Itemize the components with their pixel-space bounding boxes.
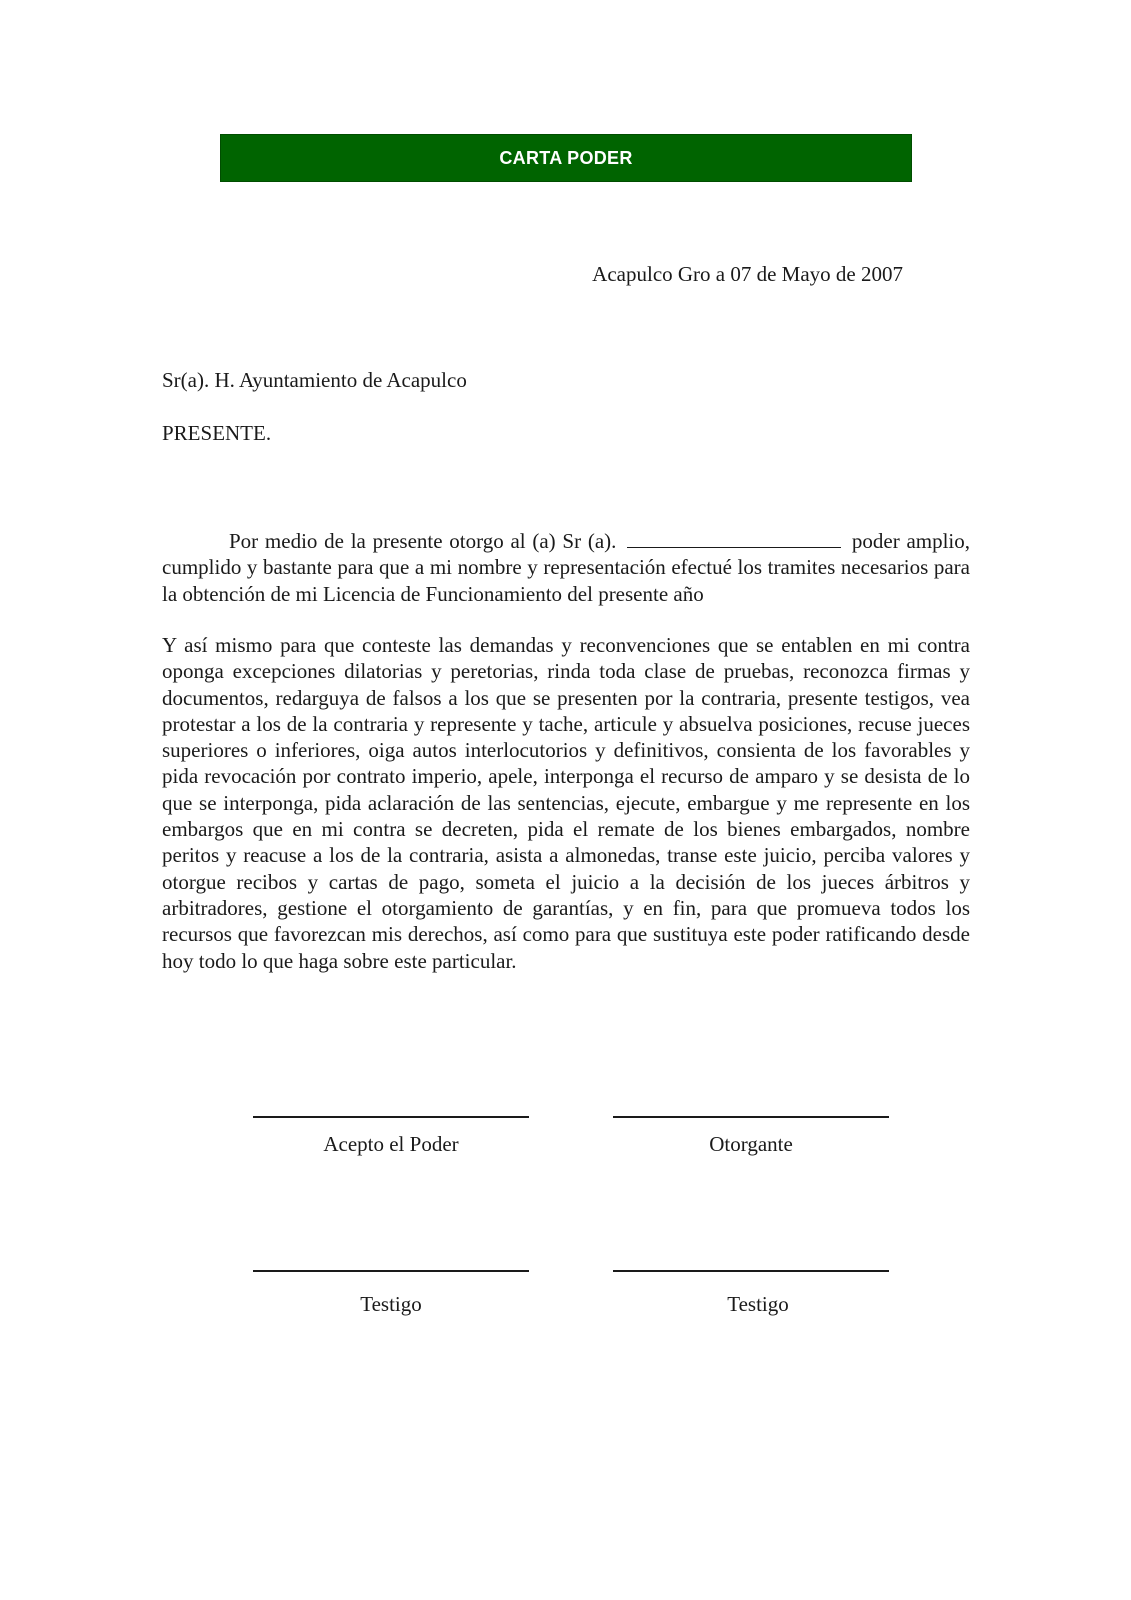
signature-acepto <box>253 1116 529 1157</box>
paragraph-powers-list: Y así mismo para que conteste las demandas y reconvenciones que se entablen en mi contra oponga excepciones dilatorias y peretorias, rinda toda clase de pruebas, reconozca firmas y documentos, redarguya de falsos a los que se presenten por la contraria, presente testigos, vea protestar a los de la contraria y represente y tache, articule y absuelva posiciones, recuse jueces superiores o inferiores, oiga autos interlocutorios y definitivos, consienta de los favorables y pida revocación por contrato imperio, apele, interponga el recurso de amparo y se desista de lo que se interponga, pida aclaración de las sentencias, ejecute, embargue y me represente en los embargos que en mi contra se decreten, pida el remate de los bienes embargados, nombre peritos y reacuse a los de la contraria, asista a almonedas, transe este juicio, perciba valores y otorgue recibos y cartas de pago, someta el juicio a la decisión de los jueces árbitros y arbitradores, gestione el otorgamiento de garantías, y en fin, para que promueva todos los recursos que favorezcan mis derechos, así como para que sustituya este poder ratificando desde hoy todo lo que haga sobre este particular. <box>162 633 970 973</box>
title-banner <box>220 134 912 182</box>
signature-testigo-2 <box>613 1270 889 1317</box>
signature-testigo-1 <box>253 1270 529 1317</box>
paragraph1-body: poder amplio, cumplido y bastante para que a mi nombre y representación efectué los tramites necesarios para la obtención de mi Licencia de Funcionamiento del presente año <box>162 529 971 606</box>
document-title: CARTA PODER <box>499 147 633 168</box>
paragraph1-intro: Por medio de la presente otorgo al (a) Sr (a). <box>229 529 617 553</box>
signature-otorgante <box>613 1116 889 1157</box>
signature-line <box>253 1116 529 1118</box>
signature-label: Testigo <box>360 1292 422 1316</box>
presente-salutation: PRESENTE. <box>162 421 272 445</box>
signature-label: Testigo <box>727 1292 789 1316</box>
signature-label: Acepto el Poder <box>323 1132 459 1156</box>
name-blank-line <box>627 546 841 548</box>
recipient: Sr(a). H. Ayuntamiento de Acapulco <box>162 368 467 392</box>
signature-label: Otorgante <box>709 1132 793 1156</box>
signature-line <box>253 1270 529 1272</box>
paragraph-grant-power <box>162 528 970 607</box>
signature-line <box>613 1270 889 1272</box>
date-line: Acapulco Gro a 07 de Mayo de 2007 <box>592 262 903 286</box>
signature-line <box>613 1116 889 1118</box>
